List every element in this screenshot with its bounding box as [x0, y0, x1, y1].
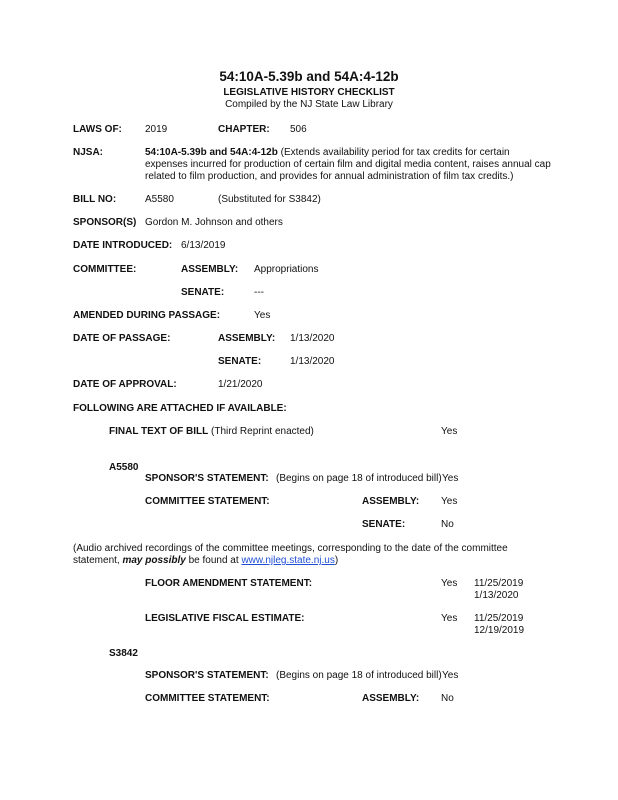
njsa-line-2: expenses incurred for production of certain film and digital media content, raises annual cap [145, 159, 551, 170]
fiscal-estimate-date-1: 11/25/2019 [474, 613, 524, 624]
final-text-row [109, 426, 314, 438]
floor-amendment-label: FLOOR AMENDMENT STATEMENT: [145, 578, 313, 589]
sponsor-label: SPONSOR(S) [73, 217, 137, 228]
committee-label: COMMITTEE: [73, 264, 137, 275]
date-of-passage-label: DATE OF PASSAGE: [73, 333, 171, 344]
committee-senate-value: --- [254, 287, 264, 298]
njsa-citation: 54:10A-5.39b and 54A:4-12b [145, 147, 278, 158]
a5580-label: A5580 [109, 462, 139, 473]
fiscal-estimate-date-2: 12/19/2019 [474, 625, 525, 636]
a5580-committee-assembly-label: ASSEMBLY: [362, 496, 420, 507]
s3842-committee-assembly-value: No [441, 693, 454, 704]
a5580-sponsor-statement-value: Yes [442, 473, 459, 484]
audio-note-start: statement, [73, 555, 123, 566]
bill-no-value: A5580 [145, 194, 174, 205]
s3842-sponsor-statement-note: (Begins on page 18 of introduced bill) [276, 670, 442, 681]
committee-assembly-label: ASSEMBLY: [181, 264, 239, 275]
date-of-approval-value: 1/21/2020 [218, 379, 263, 390]
passage-senate-value: 1/13/2020 [290, 356, 335, 367]
s3842-committee-assembly-label: ASSEMBLY: [362, 693, 420, 704]
a5580-committee-assembly-value: Yes [441, 496, 458, 507]
document-title: 54:10A-5.39b and 54A:4-12b [219, 69, 399, 84]
a5580-committee-statement-label: COMMITTEE STATEMENT: [145, 496, 270, 507]
audio-note-line-2 [73, 555, 338, 567]
s3842-label: S3842 [109, 648, 138, 659]
laws-of-label: LAWS OF: [73, 124, 122, 135]
audio-note-end: ) [334, 555, 339, 566]
njsa-label: NJSA: [73, 147, 104, 158]
s3842-committee-statement-label: COMMITTEE STATEMENT: [145, 693, 270, 704]
chapter-value: 506 [290, 124, 307, 135]
final-text-label: FINAL TEXT OF BILL [109, 426, 209, 437]
compiled-by: Compiled by the NJ State Law Library [225, 99, 393, 110]
fiscal-estimate-value: Yes [441, 613, 458, 624]
njsa-line-3: related to film production, and provides for annual administration of film tax credits.) [145, 171, 514, 182]
bill-substituted-note: (Substituted for S3842) [218, 194, 321, 205]
s3842-sponsor-statement-label: SPONSOR'S STATEMENT: [145, 670, 269, 681]
audio-note-middle: be found at [185, 555, 242, 566]
a5580-committee-senate-label: SENATE: [362, 519, 406, 530]
attached-heading: FOLLOWING ARE ATTACHED IF AVAILABLE: [73, 403, 287, 414]
njsa-description-start: (Extends availability period for tax credits for certain [277, 147, 510, 158]
laws-of-value: 2019 [145, 124, 168, 135]
amended-value: Yes [254, 310, 271, 321]
njsa-line-1 [145, 147, 510, 159]
passage-assembly-label: ASSEMBLY: [218, 333, 276, 344]
committee-senate-label: SENATE: [181, 287, 225, 298]
floor-amendment-date-1: 11/25/2019 [474, 578, 524, 589]
fiscal-estimate-label: LEGISLATIVE FISCAL ESTIMATE: [145, 613, 305, 624]
s3842-sponsor-statement-value: Yes [442, 670, 459, 681]
a5580-committee-senate-value: No [441, 519, 454, 530]
bill-no-label: BILL NO: [73, 194, 117, 205]
a5580-sponsor-statement-label: SPONSOR'S STATEMENT: [145, 473, 269, 484]
sponsor-value: Gordon M. Johnson and others [145, 217, 283, 228]
chapter-label: CHAPTER: [218, 124, 270, 135]
document-subtitle: LEGISLATIVE HISTORY CHECKLIST [223, 87, 395, 98]
final-text-value: Yes [441, 426, 458, 437]
njleg-link[interactable]: www.njleg.state.nj.us [241, 555, 335, 566]
floor-amendment-date-2: 1/13/2020 [474, 590, 519, 601]
final-text-note: (Third Reprint enacted) [208, 426, 314, 437]
date-introduced-label: DATE INTRODUCED: [73, 240, 173, 251]
passage-assembly-value: 1/13/2020 [290, 333, 335, 344]
a5580-sponsor-statement-note: (Begins on page 18 of introduced bill) [276, 473, 442, 484]
floor-amendment-value: Yes [441, 578, 458, 589]
amended-label: AMENDED DURING PASSAGE: [73, 310, 221, 321]
passage-senate-label: SENATE: [218, 356, 262, 367]
committee-assembly-value: Appropriations [254, 264, 319, 275]
date-of-approval-label: DATE OF APPROVAL: [73, 379, 177, 390]
date-introduced-value: 6/13/2019 [181, 240, 226, 251]
audio-note-line-1: (Audio archived recordings of the committee meetings, corresponding to the date of the committee [73, 543, 508, 554]
audio-note-emphasis: may possibly [122, 555, 186, 566]
